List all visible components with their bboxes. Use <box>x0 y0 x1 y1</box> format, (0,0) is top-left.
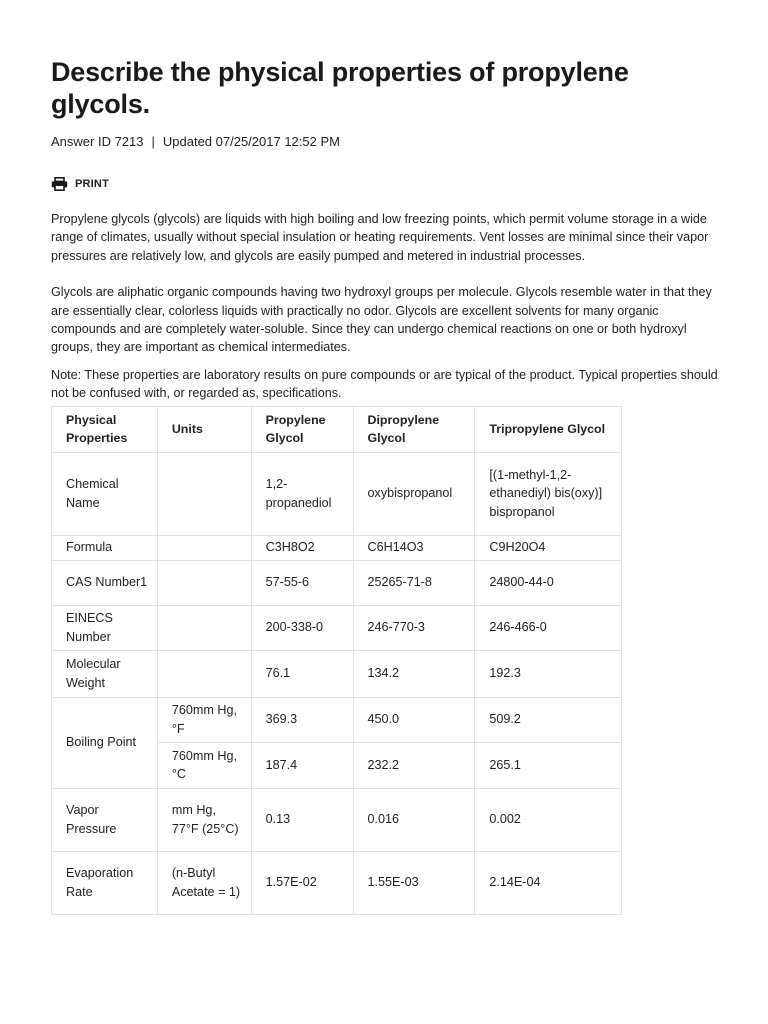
value-cell: 246-466-0 <box>475 605 622 650</box>
units-cell <box>157 560 251 605</box>
value-cell: 246-770-3 <box>353 605 475 650</box>
units-cell: mm Hg, 77°F (25°C) <box>157 788 251 851</box>
value-cell: oxybispropanol <box>353 452 475 535</box>
value-cell: 187.4 <box>251 742 353 788</box>
table-row <box>52 535 622 560</box>
table-row <box>52 788 622 851</box>
value-cell: C9H20O4 <box>475 535 622 560</box>
units-cell <box>157 605 251 650</box>
property-cell: EINECS Number <box>52 605 158 650</box>
property-cell: Boiling Point <box>52 697 158 788</box>
table-row <box>52 605 622 650</box>
table-row <box>52 452 622 535</box>
value-cell: 200-338-0 <box>251 605 353 650</box>
printer-icon <box>51 177 68 191</box>
page-title: Describe the physical properties of propylene glycols. <box>51 57 629 119</box>
units-cell: (n-Butyl Acetate = 1) <box>157 851 251 914</box>
value-cell: 369.3 <box>251 697 353 742</box>
units-cell <box>157 535 251 560</box>
units-cell: 760mm Hg, °C <box>157 742 251 788</box>
value-cell: 265.1 <box>475 742 622 788</box>
value-cell: 509.2 <box>475 697 622 742</box>
header-cell: Tripropylene Glycol <box>475 406 622 452</box>
value-cell: 2.14E-04 <box>475 851 622 914</box>
property-cell: Molecular Weight <box>52 650 158 697</box>
meta-separator: | <box>151 134 155 149</box>
value-cell: C3H8O2 <box>251 535 353 560</box>
article-body <box>51 210 719 403</box>
table-row <box>52 650 622 697</box>
table-header-row <box>52 406 622 452</box>
article-meta <box>51 133 719 151</box>
units-cell: 760mm Hg, °F <box>157 697 251 742</box>
value-cell: 0.016 <box>353 788 475 851</box>
note-paragraph: Note: These properties are laboratory results on pure compounds or are typical of the product. Typical properties should not be confused with, or regarded as, specifications. <box>51 367 718 401</box>
value-cell: 134.2 <box>353 650 475 697</box>
header-cell: Dipropylene Glycol <box>353 406 475 452</box>
properties-table <box>51 406 622 915</box>
table-row <box>52 560 622 605</box>
property-cell: Vapor Pressure <box>52 788 158 851</box>
table-row <box>52 697 622 742</box>
value-cell: 450.0 <box>353 697 475 742</box>
value-cell: 76.1 <box>251 650 353 697</box>
value-cell: 1.55E-03 <box>353 851 475 914</box>
value-cell: C6H14O3 <box>353 535 475 560</box>
units-cell <box>157 452 251 535</box>
property-cell: Formula <box>52 535 158 560</box>
table-row <box>52 851 622 914</box>
value-cell: [(1-methyl-1,2-ethanediyl) bis(oxy)] bispropanol <box>475 452 622 535</box>
value-cell: 25265-71-8 <box>353 560 475 605</box>
header-cell: Units <box>157 406 251 452</box>
paragraph: Glycols are aliphatic organic compounds having two hydroxyl groups per molecule. Glycols resemble water in that they are essentially clear, colorless liquids with practically no odor. Glycols are excellent solvents for many organic compounds and are completely water-soluble. Since they can undergo chemical reactions on one or both hydroxyl groups, they are important as chemical intermediates. <box>51 285 712 355</box>
value-cell: 0.002 <box>475 788 622 851</box>
property-cell: CAS Number1 <box>52 560 158 605</box>
value-cell: 24800-44-0 <box>475 560 622 605</box>
value-cell: 192.3 <box>475 650 622 697</box>
value-cell: 232.2 <box>353 742 475 788</box>
answer-id: Answer ID 7213 <box>51 134 144 149</box>
updated-date: Updated 07/25/2017 12:52 PM <box>162 134 340 149</box>
print-label: PRINT <box>75 178 109 190</box>
value-cell: 57-55-6 <box>251 560 353 605</box>
header-cell: Propylene Glycol <box>251 406 353 452</box>
property-cell: Chemical Name <box>52 452 158 535</box>
value-cell: 1.57E-02 <box>251 851 353 914</box>
units-cell <box>157 650 251 697</box>
paragraph: Propylene glycols (glycols) are liquids with high boiling and low freezing points, which permit volume storage in a wide range of climates, usually without special insulation or heating requirements. Vent losses are minimal since their vapor pressures are relatively low, and glycols are easily pumped and metered in industrial processes. <box>51 212 709 263</box>
value-cell: 0.13 <box>251 788 353 851</box>
article <box>51 56 719 915</box>
header-cell: Physical Properties <box>52 406 158 452</box>
value-cell: 1,2-propanediol <box>251 452 353 535</box>
print-button[interactable] <box>51 177 121 191</box>
property-cell: Evaporation Rate <box>52 851 158 914</box>
